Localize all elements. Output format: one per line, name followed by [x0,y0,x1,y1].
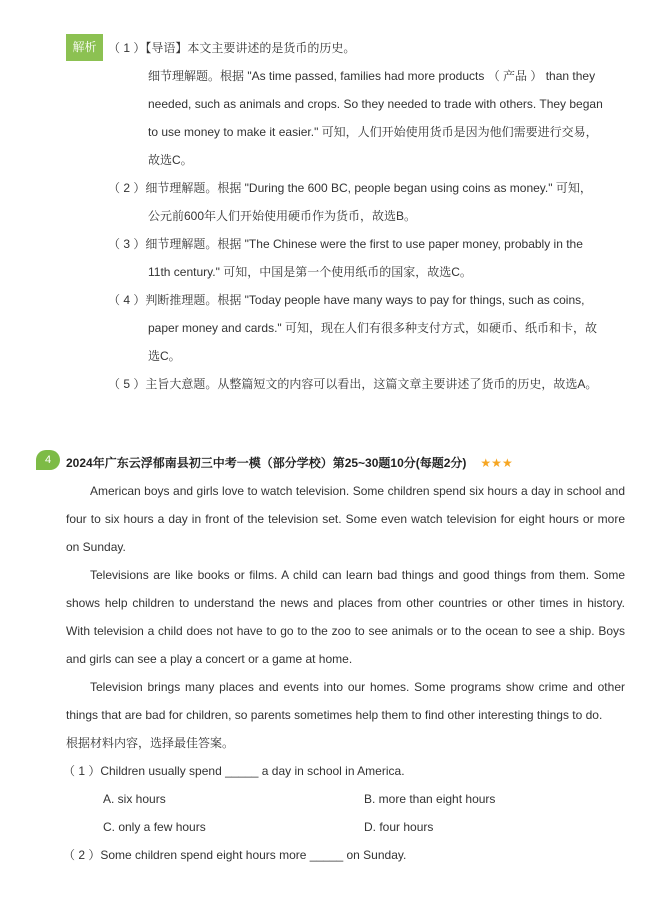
q1-option-c[interactable]: C. only a few hours [103,820,206,834]
q1-option-a[interactable]: A. six hours [103,792,166,806]
analysis-line: to use money to make it easier." 可知，人们开始使用货币是因为他们需要进行交易， [148,125,598,139]
q1-option-d[interactable]: D. four hours [364,820,434,834]
analysis-line: （ 1 ）【导语】本文主要讲述的是货币的历史。 [108,41,356,55]
q2-stem: （ 2 ）Some children spend eight hours more _____ on Sunday. [63,848,407,862]
analysis-line: 公元前600年人们开始使用硬币作为货币，故选B。 [148,209,417,223]
analysis-line: 选C。 [148,349,181,363]
difficulty-stars: ★★★ [480,456,513,470]
question-number-badge: 4 [36,450,60,470]
analysis-line: 细节理解题。根据 "As time passed, families had more products （ 产品 ） than they [148,69,596,83]
passage-paragraph: American boys and girls love to watch television. Some children spend six hours a day in school and four to six hours a day in front of the television set. Some even watch television for eight hours or more on Sunday. [66,484,625,554]
analysis-line: 故选C。 [148,153,193,167]
analysis-line: （ 2 ）细节理解题。根据 "During the 600 BC, people began using coins as money." 可知， [108,181,592,195]
analysis-line: needed, such as animals and crops. So they needed to trade with others. They began [148,97,603,111]
question-title [66,455,513,471]
analysis-line: paper money and cards." 可知，现在人们有很多种支付方式，如硬币、纸币和卡，故 [148,321,598,335]
q1-stem: （ 1 ）Children usually spend _____ a day in school in America. [63,764,405,778]
passage-paragraph: Televisions are like books or films. A child can learn bad things and good things from them. Some shows help children to understand the news and places from other countries or other times in history. With television a child does not have to go to the zoo to see animals or to the ocean to see a ship. Boys and girls can see a play a concert or a game at home. [66,568,625,666]
analysis-line: （ 5 ）主旨大意题。从整篇短文的内容可以看出，这篇文章主要讲述了货币的历史，故选A。 [108,377,598,391]
analysis-line: （ 4 ）判断推理题。根据 "Today people have many ways to pay for things, such as coins, [108,293,585,307]
question-title-text: 2024年广东云浮郁南县初三中考一模（部分学校）第25~30题10分(每题2分) [66,456,467,470]
instruction: 根据材料内容，选择最佳答案。 [66,736,235,750]
analysis-line: （ 3 ）细节理解题。根据 "The Chinese were the first to use paper money, probably in the [108,237,583,251]
analysis-badge: 解析 [66,34,103,61]
passage-paragraph: Television brings many places and events into our homes. Some programs show crime and other things that are bad for children, so parents sometimes help them to find other interesting things to do. [66,680,625,722]
analysis-line: 11th century." 可知，中国是第一个使用纸币的国家，故选C。 [148,265,472,279]
q1-option-b[interactable]: B. more than eight hours [364,792,496,806]
